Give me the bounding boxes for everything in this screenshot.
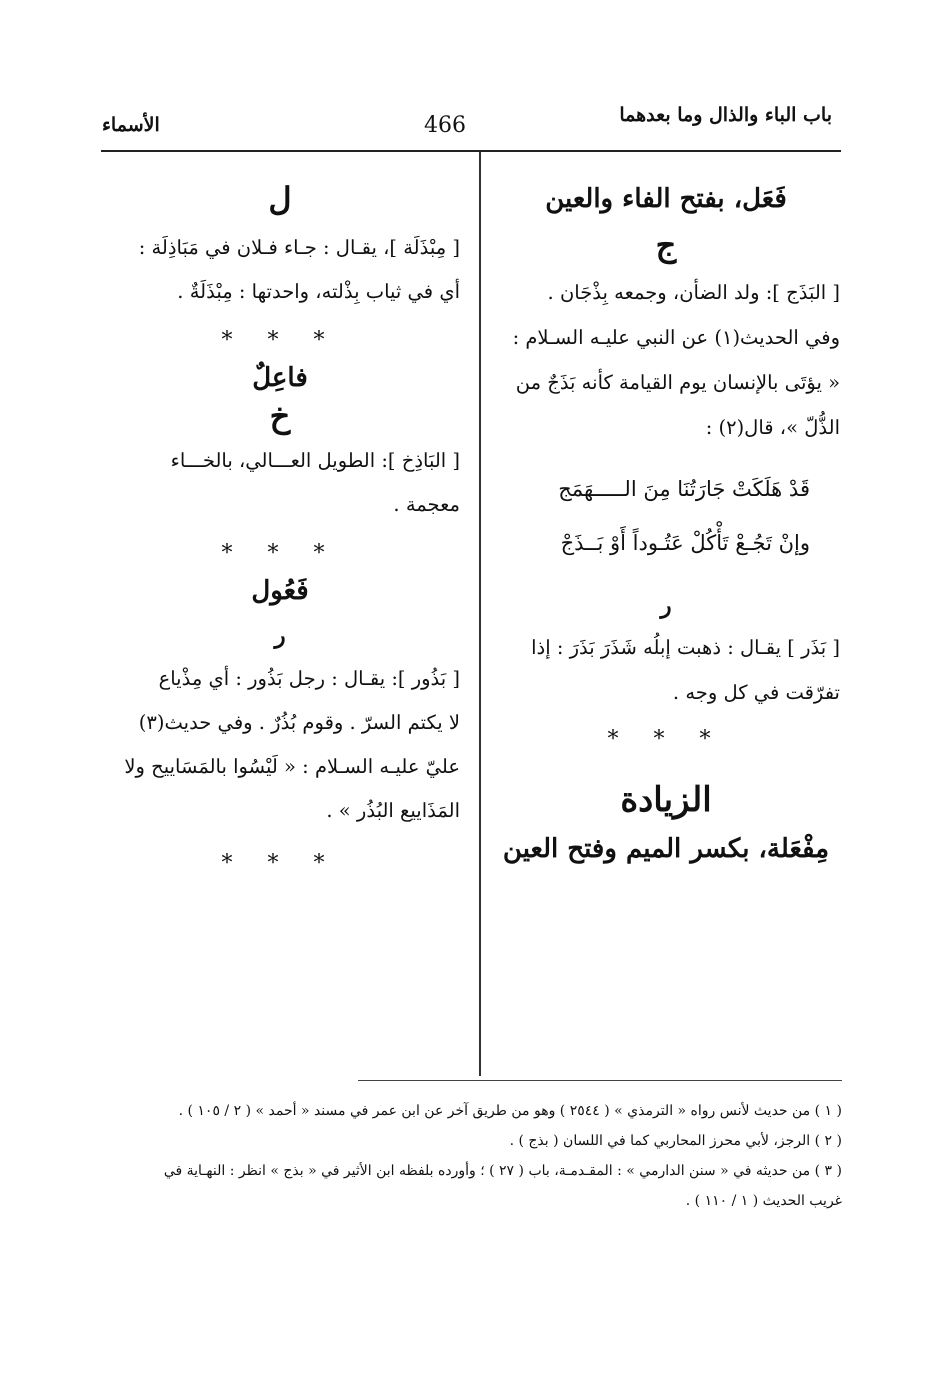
verse <box>492 462 840 570</box>
letter-heading-ra-left: ر <box>274 622 286 649</box>
hadith-line-1: وفي الحديث(١) عن النبي عليـه السـلام : <box>512 326 840 349</box>
hadith-line-3: الذُّلّ »، قال(٢) : <box>705 416 840 439</box>
verse-line-1: قَدْ هَلَكَتْ جَارَتُنَا مِنَ الـــــهَمَج <box>558 477 810 501</box>
pattern-heading-faail: فاعِلٌ <box>252 363 308 393</box>
pattern-heading-faool: فَعُول <box>251 576 309 606</box>
letter-heading-ra: ر <box>660 592 672 619</box>
separator-3: * * * <box>221 851 339 876</box>
entry-badhur-line-1: [ بَذُور ]: يقـال : رجل بَذُور : أي مِذْياع <box>158 667 460 690</box>
footnote-3-line-1: ( ٣ ) من حديثه في « سنن الدارمي » : المقـدمـة، باب ( ٢٧ ) ؛ وأورده بلفظه ابن الأثير في « بذج » انظر : النهـاية في <box>163 1163 842 1179</box>
separator-1: * * * <box>221 328 339 353</box>
pattern-heading-mifala: مِفْعَلة، بكسر الميم وفتح العين <box>502 834 830 864</box>
header-rule <box>101 150 841 152</box>
entry-mibdhala <box>100 226 460 314</box>
entry-mibdhala-line-1: [ مِبْذَلَة ]، يقـال : جـاء فـلان في مَبَاذِلَة : <box>138 236 460 259</box>
footnote-1: ( ١ ) من حديث لأنس رواه « الترمذي » ( ٢٥٤٤ ) وهو من طريق آخر عن ابن عمر في مسند « أحمد » ( ٢ / ١٠٥ ) . <box>178 1103 842 1119</box>
pattern-heading-faal: فَعَل، بفتح الفاء والعين <box>545 184 787 214</box>
letter-heading-lam: ل <box>268 180 292 218</box>
section-title-ziyada: الزيادة <box>620 780 712 820</box>
letter-heading-kha: خ <box>269 397 291 435</box>
entry-badhar <box>492 625 840 715</box>
entry-badhur-line-4: المَذَاييع البُذُر » . <box>326 799 460 822</box>
section-separator: * * * <box>607 727 725 752</box>
separator-2: * * * <box>221 541 339 566</box>
entry-badhur-line-3: عليّ عليـه السـلام : « لَيْسُوا بالمَسَاييح ولا <box>124 755 460 778</box>
footnotes <box>102 1096 842 1216</box>
column-divider <box>479 152 481 1076</box>
footnote-rule <box>358 1080 842 1081</box>
entry-badhur-line-2: لا يكتم السرّ . وقوم بُذُرٌ . وفي حديث(٣) <box>138 711 460 734</box>
footnote-3-line-2: غريب الحديث ( ١ / ١١٠ ) . <box>685 1193 842 1209</box>
entry-badhikh <box>100 439 460 527</box>
letter-heading-jim: ج <box>655 226 677 264</box>
page-number: 466 <box>424 113 466 138</box>
verse-line-2: وإنْ تَجُـعْ تَأْكُلْ عَتُـوداً أَوْ بَــذَجْ <box>560 531 810 555</box>
entry-badhaj-text: [ البَذَج ]: ولد الضأن، وجمعه بِذْجَان . <box>547 281 840 304</box>
entry-badhar-line-2: تفرّقت في كل وجه . <box>672 681 840 704</box>
footnote-2: ( ٢ ) الرجز، لأبي محرز المحاربي كما في اللسان ( بذج ) . <box>509 1133 842 1149</box>
entry-badhur <box>100 657 460 833</box>
hadith-line-2: « يؤتَى بالإنسان يوم القيامة كأنه بَذَجٌ من <box>515 371 840 394</box>
entry-mibdhala-line-2: أي في ثياب بِذْلته، واحدتها : مِبْذَلَةٌ . <box>177 280 460 303</box>
entry-badhikh-line-2: معجمة . <box>393 493 460 516</box>
left-column <box>100 160 460 876</box>
running-head-chapter: باب الباء والذال وما بعدهما <box>619 104 832 126</box>
running-head-section: الأسماء <box>102 114 160 136</box>
right-column <box>492 160 840 864</box>
entry-badhikh-line-1: [ البَاذِخ ]: الطويل العـــالي، بالخـــاء <box>170 449 460 472</box>
entry-badhar-line-1: [ بَذَر ] يقـال : ذهبت إبلُه شَذَرَ بَذَرَ : إذا <box>531 636 840 659</box>
entry-badhaj <box>492 270 840 450</box>
